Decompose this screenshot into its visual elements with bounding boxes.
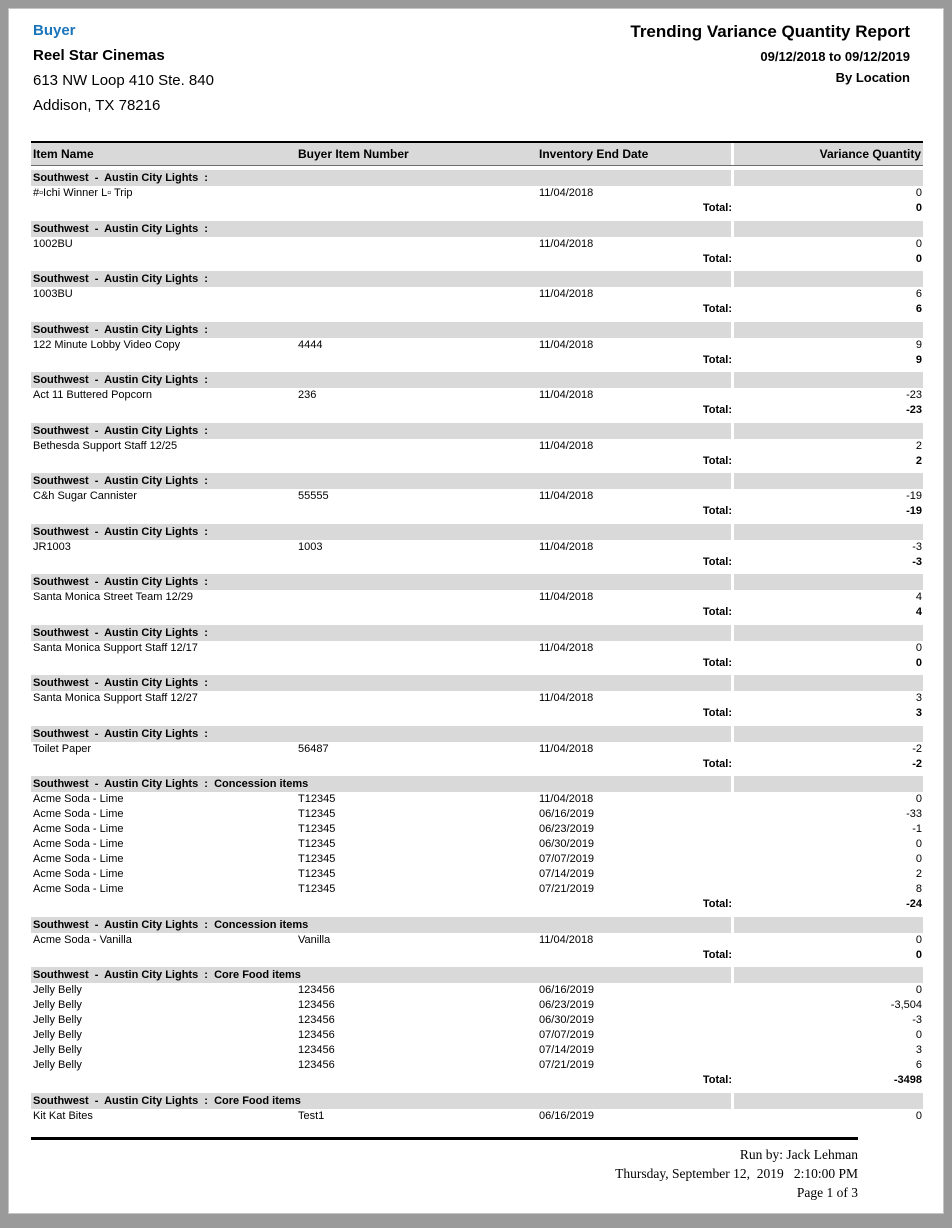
- report-section: [31, 473, 923, 519]
- company-name: Reel Star Cinemas: [33, 47, 165, 64]
- item-name-cell: Jelly Belly: [33, 984, 82, 996]
- inventory-end-date-cell: 06/23/2019: [539, 999, 595, 1011]
- page-number: Page 1 of 3: [796, 1185, 858, 1200]
- variance-quantity-cell: -33: [906, 808, 922, 820]
- report-section: [31, 675, 923, 721]
- inventory-end-date-cell: 07/14/2019: [539, 868, 595, 880]
- item-name-cell: Santa Monica Street Team 12/29: [33, 591, 194, 603]
- buyer-item-number-cell: [298, 237, 539, 252]
- section-header-right-cell: [734, 1093, 923, 1109]
- total-value: 4: [915, 606, 922, 618]
- section-header-right-cell: [734, 967, 923, 983]
- section-header-label: Southwest - Austin City Lights :: [31, 726, 731, 742]
- address-line-2: Addison, TX 78216: [33, 97, 161, 114]
- section-total-row: [31, 504, 923, 519]
- item-name-cell: Bethesda Support Staff 12/25: [33, 439, 178, 452]
- item-row: [31, 998, 923, 1013]
- report-section: [31, 726, 923, 772]
- section-header-right-cell: [734, 322, 923, 338]
- item-name-cell: Santa Monica Support Staff 12/27: [33, 692, 198, 704]
- item-row: [31, 837, 923, 852]
- inventory-end-date-cell: 07/21/2019: [539, 883, 595, 895]
- variance-quantity-cell: 3: [915, 1044, 922, 1056]
- item-row: [31, 641, 923, 656]
- variance-quantity-cell: 0: [915, 641, 922, 654]
- item-row: [31, 1043, 923, 1058]
- report-page: [8, 8, 944, 1214]
- item-row: [31, 186, 923, 201]
- section-header-right-cell: [734, 372, 923, 388]
- total-value: -23: [906, 404, 922, 416]
- item-name-cell: Kit Kat Bites: [33, 1109, 93, 1122]
- inventory-end-date-cell: 11/04/2018: [539, 591, 594, 603]
- variance-quantity-cell: 8: [915, 883, 922, 895]
- report-section: [31, 423, 923, 469]
- variance-quantity-cell: 0: [915, 984, 922, 996]
- section-header-row: [31, 473, 923, 489]
- col-header-variance-quantity: Variance Quantity: [734, 143, 923, 165]
- buyer-item-number-cell: T12345: [298, 808, 336, 820]
- section-header-row: [31, 1093, 923, 1109]
- section-header-label: Southwest - Austin City Lights :: [31, 524, 731, 540]
- total-label: Total:: [702, 1074, 732, 1086]
- section-total-row: [31, 403, 923, 418]
- section-header-row: [31, 524, 923, 540]
- section-header-row: [31, 423, 923, 439]
- item-row: [31, 852, 923, 867]
- section-header-right-cell: [734, 524, 923, 540]
- total-label: Total:: [702, 505, 732, 517]
- item-name-cell: Jelly Belly: [33, 1044, 82, 1056]
- buyer-item-number-cell: [298, 186, 539, 201]
- section-total-row: [31, 948, 923, 963]
- buyer-item-number-cell: 123456: [298, 984, 335, 996]
- inventory-end-date-cell: 07/07/2019: [539, 1029, 595, 1041]
- section-total-row: [31, 252, 923, 267]
- item-row: [31, 691, 923, 706]
- item-row: [31, 807, 923, 822]
- variance-quantity-cell: 9: [915, 338, 922, 351]
- section-header-row: [31, 776, 923, 792]
- item-name-cell: 122 Minute Lobby Video Copy: [33, 338, 181, 351]
- total-value: 0: [915, 948, 922, 961]
- section-header-label: Southwest - Austin City Lights : Concession items: [31, 776, 731, 792]
- footer-rule: [31, 1137, 858, 1140]
- item-name-cell: Acme Soda - Lime: [33, 868, 124, 880]
- buyer-item-number-cell: [298, 287, 539, 302]
- item-name-cell: Jelly Belly: [33, 1029, 82, 1041]
- inventory-end-date-cell: 11/04/2018: [539, 288, 594, 300]
- item-row: [31, 867, 923, 882]
- report-section: [31, 322, 923, 368]
- total-label: Total:: [702, 707, 732, 719]
- section-header-right-cell: [734, 625, 923, 641]
- total-value: -2: [912, 757, 922, 770]
- section-header-row: [31, 625, 923, 641]
- item-name-cell: JR1003: [33, 540, 71, 553]
- item-row: [31, 338, 923, 353]
- item-row: [31, 287, 923, 302]
- item-name-cell: Jelly Belly: [33, 999, 82, 1011]
- item-name-cell: Acme Soda - Lime: [33, 793, 124, 805]
- total-value: 2: [915, 454, 922, 467]
- total-value: 0: [915, 202, 922, 214]
- item-row: [31, 822, 923, 837]
- variance-quantity-cell: -3: [912, 540, 922, 553]
- variance-quantity-cell: 2: [915, 439, 922, 452]
- inventory-end-date-cell: 06/16/2019: [539, 1109, 595, 1122]
- variance-quantity-cell: 0: [915, 838, 922, 850]
- total-label: Total:: [702, 948, 732, 961]
- buyer-item-number-cell: 55555: [298, 490, 329, 502]
- section-header-label: Southwest - Austin City Lights :: [31, 423, 731, 439]
- inventory-end-date-cell: 11/04/2018: [539, 389, 594, 401]
- total-value: -19: [906, 505, 922, 517]
- section-header-label: Southwest - Austin City Lights :: [31, 625, 731, 641]
- item-name-cell: Acme Soda - Lime: [33, 823, 124, 835]
- item-row: [31, 933, 923, 948]
- date-range: 09/12/2018 to 09/12/2019: [760, 49, 910, 64]
- variance-quantity-cell: 0: [915, 237, 922, 250]
- section-total-row: [31, 706, 923, 721]
- variance-quantity-cell: 2: [915, 868, 922, 880]
- report-title: Trending Variance Quantity Report: [630, 22, 910, 41]
- total-label: Total:: [702, 252, 732, 265]
- variance-quantity-cell: -19: [906, 490, 922, 502]
- section-header-right-cell: [734, 574, 923, 590]
- section-header-right-cell: [734, 917, 923, 933]
- section-header-right-cell: [734, 776, 923, 792]
- buyer-item-number-cell: 123456: [298, 1014, 335, 1026]
- column-header-left: [31, 143, 731, 165]
- variance-quantity-cell: -1: [912, 823, 922, 835]
- item-name-cell: Acme Soda - Vanilla: [33, 933, 132, 946]
- variance-quantity-cell: 0: [915, 793, 922, 805]
- section-header-row: [31, 372, 923, 388]
- item-row: [31, 882, 923, 897]
- section-header-label: Southwest - Austin City Lights :: [31, 473, 731, 489]
- item-row: [31, 237, 923, 252]
- section-header-row: [31, 170, 923, 186]
- section-header-row: [31, 271, 923, 287]
- variance-quantity-cell: 6: [915, 1059, 922, 1071]
- inventory-end-date-cell: 11/04/2018: [539, 540, 594, 553]
- total-label: Total:: [702, 454, 732, 467]
- buyer-item-number-cell: [298, 691, 539, 706]
- col-header-item-name: Item Name: [33, 147, 94, 161]
- inventory-end-date-cell: 07/21/2019: [539, 1059, 595, 1071]
- buyer-item-number-cell: [298, 641, 539, 656]
- section-header-row: [31, 574, 923, 590]
- section-total-row: [31, 656, 923, 671]
- variance-table: [31, 141, 923, 1128]
- inventory-end-date-cell: 11/04/2018: [539, 439, 594, 452]
- variance-quantity-cell: -23: [906, 389, 922, 401]
- buyer-item-number-cell: [298, 439, 539, 454]
- inventory-end-date-cell: 11/04/2018: [539, 641, 594, 654]
- section-header-row: [31, 726, 923, 742]
- section-header-label: Southwest - Austin City Lights :: [31, 675, 731, 691]
- report-section: [31, 625, 923, 671]
- column-header-row: [31, 141, 923, 166]
- buyer-item-number-cell: 123456: [298, 1059, 335, 1071]
- item-row: [31, 1058, 923, 1073]
- section-header-row: [31, 917, 923, 933]
- report-title-block: [630, 22, 910, 85]
- section-header-right-cell: [734, 473, 923, 489]
- item-row: [31, 590, 923, 605]
- section-header-label: Southwest - Austin City Lights :: [31, 322, 731, 338]
- report-section: [31, 271, 923, 317]
- buyer-item-number-cell: 123456: [298, 999, 335, 1011]
- buyer-item-number-cell: 123456: [298, 1029, 335, 1041]
- section-total-row: [31, 605, 923, 620]
- report-section: [31, 776, 923, 912]
- total-value: 3: [915, 707, 922, 719]
- buyer-item-number-cell: 4444: [298, 338, 323, 351]
- report-section: [31, 372, 923, 418]
- item-name-cell: Acme Soda - Lime: [33, 883, 124, 895]
- buyer-item-number-cell: T12345: [298, 868, 336, 880]
- inventory-end-date-cell: 11/04/2018: [539, 338, 594, 351]
- section-header-label: Southwest - Austin City Lights :: [31, 221, 731, 237]
- item-row: [31, 983, 923, 998]
- item-name-cell: Toilet Paper: [33, 742, 92, 755]
- section-header-label: Southwest - Austin City Lights :: [31, 372, 731, 388]
- section-total-row: [31, 897, 923, 912]
- section-header-right-cell: [734, 726, 923, 742]
- report-section: [31, 574, 923, 620]
- address-line-1: 613 NW Loop 410 Ste. 840: [33, 72, 214, 89]
- section-total-row: [31, 302, 923, 317]
- buyer-item-number-cell: 56487: [298, 742, 329, 755]
- item-row: [31, 439, 923, 454]
- variance-quantity-cell: 0: [915, 933, 922, 946]
- total-label: Total:: [702, 656, 732, 669]
- col-header-inventory-end-date: Inventory End Date: [539, 147, 649, 161]
- buyer-item-number-cell: Vanilla: [298, 933, 331, 946]
- inventory-end-date-cell: 06/23/2019: [539, 823, 595, 835]
- col-header-buyer-item-number: Buyer Item Number: [298, 147, 409, 161]
- section-header-label: Southwest - Austin City Lights :: [31, 170, 731, 186]
- section-header-right-cell: [734, 675, 923, 691]
- buyer-item-number-cell: T12345: [298, 853, 336, 865]
- buyer-item-number-cell: Test1: [298, 1109, 325, 1122]
- item-name-cell: Acme Soda - Lime: [33, 838, 124, 850]
- total-value: -3498: [893, 1074, 922, 1086]
- item-row: [31, 388, 923, 403]
- run-datetime: Thursday, September 12, 2019 2:10:00 PM: [615, 1166, 858, 1181]
- inventory-end-date-cell: 06/30/2019: [539, 1014, 595, 1026]
- variance-quantity-cell: 3: [915, 692, 922, 704]
- buyer-address-block: [33, 22, 214, 122]
- inventory-end-date-cell: 11/04/2018: [539, 692, 594, 704]
- variance-quantity-cell: 6: [915, 288, 922, 300]
- buyer-label: Buyer: [33, 22, 76, 39]
- buyer-item-number-cell: 236: [298, 389, 317, 401]
- variance-quantity-cell: 0: [915, 1029, 922, 1041]
- report-footer: [31, 1145, 858, 1202]
- section-header-right-cell: [734, 221, 923, 237]
- item-row: [31, 792, 923, 807]
- inventory-end-date-cell: 11/04/2018: [539, 933, 594, 946]
- grouping-label: By Location: [835, 70, 910, 85]
- total-label: Total:: [702, 303, 732, 315]
- item-row: [31, 540, 923, 555]
- item-row: [31, 742, 923, 757]
- section-header-label: Southwest - Austin City Lights :: [31, 271, 731, 287]
- item-name-cell: Acme Soda - Lime: [33, 808, 124, 820]
- buyer-item-number-cell: T12345: [298, 838, 336, 850]
- item-row: [31, 1028, 923, 1043]
- item-name-cell: Act 11 Buttered Popcorn: [33, 389, 153, 401]
- section-header-label: Southwest - Austin City Lights : Core Food items: [31, 967, 731, 983]
- item-name-cell: Acme Soda - Lime: [33, 853, 124, 865]
- buyer-item-number-cell: [298, 590, 539, 605]
- item-name-cell: 1003BU: [33, 288, 73, 300]
- variance-quantity-cell: 0: [915, 1109, 922, 1122]
- buyer-item-number-cell: T12345: [298, 883, 336, 895]
- section-header-right-cell: [734, 170, 923, 186]
- inventory-end-date-cell: 06/16/2019: [539, 984, 595, 996]
- item-name-cell: Santa Monica Support Staff 12/17: [33, 641, 198, 654]
- total-label: Total:: [702, 555, 732, 568]
- section-header-row: [31, 322, 923, 338]
- inventory-end-date-cell: 11/04/2018: [539, 237, 594, 250]
- variance-quantity-cell: 0: [915, 187, 922, 199]
- section-total-row: [31, 1073, 923, 1088]
- section-header-row: [31, 221, 923, 237]
- inventory-end-date-cell: 07/14/2019: [539, 1044, 595, 1056]
- report-section: [31, 917, 923, 963]
- total-value: 6: [915, 303, 922, 315]
- section-total-row: [31, 201, 923, 216]
- section-total-row: [31, 353, 923, 368]
- item-row: [31, 1013, 923, 1028]
- inventory-end-date-cell: 11/04/2018: [539, 793, 594, 805]
- item-name-cell: C&h Sugar Cannister: [33, 490, 137, 502]
- variance-quantity-cell: 4: [915, 591, 922, 603]
- total-value: 9: [915, 353, 922, 366]
- section-header-row: [31, 967, 923, 983]
- section-total-row: [31, 555, 923, 570]
- section-total-row: [31, 454, 923, 469]
- item-name-cell: Jelly Belly: [33, 1059, 82, 1071]
- total-value: 0: [915, 656, 922, 669]
- variance-quantity-cell: -3: [912, 1014, 922, 1026]
- inventory-end-date-cell: 07/07/2019: [539, 853, 595, 865]
- inventory-end-date-cell: 11/04/2018: [539, 490, 594, 502]
- buyer-item-number-cell: 123456: [298, 1044, 335, 1056]
- total-label: Total:: [702, 757, 732, 770]
- item-row: [31, 489, 923, 504]
- total-value: -24: [906, 898, 922, 910]
- buyer-item-number-cell: T12345: [298, 823, 336, 835]
- buyer-item-number-cell: 1003: [298, 540, 323, 553]
- section-header-label: Southwest - Austin City Lights :: [31, 574, 731, 590]
- total-value: 0: [915, 252, 922, 265]
- run-by: Run by: Jack Lehman: [739, 1147, 858, 1162]
- report-section: [31, 524, 923, 570]
- table-body: [31, 170, 923, 1124]
- report-section: [31, 170, 923, 216]
- section-header-right-cell: [734, 271, 923, 287]
- total-label: Total:: [702, 898, 732, 910]
- report-section: [31, 221, 923, 267]
- total-label: Total:: [702, 202, 732, 214]
- total-value: -3: [912, 555, 922, 568]
- item-name-cell: 1002BU: [33, 237, 73, 250]
- report-section: [31, 967, 923, 1088]
- section-total-row: [31, 757, 923, 772]
- inventory-end-date-cell: 06/30/2019: [539, 838, 595, 850]
- variance-quantity-cell: -2: [912, 742, 922, 755]
- inventory-end-date-cell: 11/04/2018: [539, 187, 594, 199]
- total-label: Total:: [702, 404, 732, 416]
- report-section: [31, 1093, 923, 1124]
- item-row: [31, 1109, 923, 1124]
- variance-quantity-cell: -3,504: [890, 999, 922, 1011]
- variance-quantity-cell: 0: [915, 853, 922, 865]
- section-header-label: Southwest - Austin City Lights : Concession items: [31, 917, 731, 933]
- inventory-end-date-cell: 11/04/2018: [539, 742, 594, 755]
- item-name-cell: Jelly Belly: [33, 1014, 82, 1026]
- item-name-cell: #▫Ichi Winner L▫ Trip: [33, 187, 133, 199]
- buyer-item-number-cell: T12345: [298, 793, 336, 805]
- total-label: Total:: [702, 606, 732, 618]
- section-header-right-cell: [734, 423, 923, 439]
- total-label: Total:: [702, 353, 732, 366]
- inventory-end-date-cell: 06/16/2019: [539, 808, 595, 820]
- section-header-row: [31, 675, 923, 691]
- section-header-label: Southwest - Austin City Lights : Core Food items: [31, 1093, 731, 1109]
